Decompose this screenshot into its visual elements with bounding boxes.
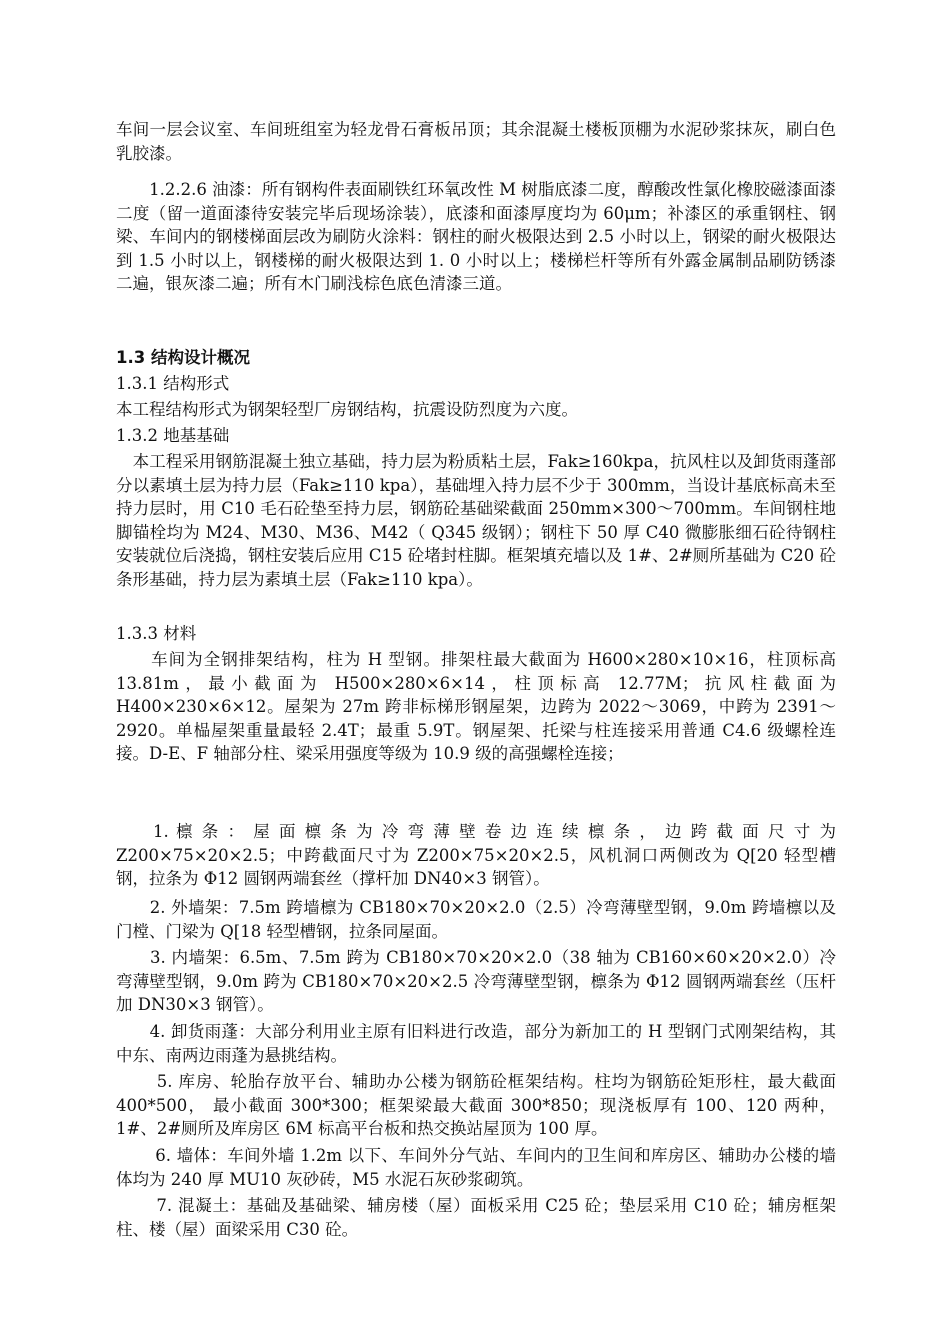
subheading-1-3-3: 1.3.3 材料 xyxy=(116,624,197,643)
section-heading-1-3: 1.3 结构设计概况 xyxy=(116,348,250,367)
list-item-purlins: 1. 檩 条 ： 屋 面 檩 条 为 冷 弯 薄 壁 卷 边 连 续 檩 条 ， 边 跨 截 面 尺 寸 为 Z200×75×20×2.5；中跨截面尺寸为 Z200×75×20×2.5，风机洞口两侧改为 Q[20 轻型槽钢，拉条为 Φ12 圆钢两端套丝（撑杆加 DN40×3 钢管）。 xyxy=(116,822,836,888)
paragraph-structure-form: 本工程结构形式为钢架轻型厂房钢结构，抗震设防烈度为六度。 xyxy=(116,400,578,419)
list-item-exterior-wall-frame: 2. 外墙架：7.5m 跨墙檩为 CB180×70×20×2.0（2.5）冷弯薄壁型钢，9.0m 跨墙檩以及门樘、门梁为 Q[18 轻型槽钢，拉条同屋面。 xyxy=(116,898,836,941)
paragraph-materials: 车间为全钢排架结构，柱为 H 型钢。排架柱最大截面为 H600×280×10×16，柱顶标高 13.81m，最小截面为 H500×280×6×14，柱顶标高 12.77M；抗风柱截面为 H400×230×6×12。屋架为 27m 跨非标梯形钢屋架，边跨为 2022～3069，中跨为 2391～2920。单榀屋架重量最轻 2.4T；最重 5.9T。钢屋架、托梁与柱连接采用普通 C4.6 级螺栓连接。D-E、F 轴部分柱、梁采用强度等级为 10.9 级的高强螺栓连接； xyxy=(116,650,836,763)
paragraph-ceiling: 车间一层会议室、车间班组室为轻龙骨石膏板吊顶；其余混凝土楼板顶棚为水泥砂浆抹灰，刷白色乳胶漆。 xyxy=(116,120,836,163)
list-item-concrete: 7. 混凝土：基础及基础梁、辅房楼（屋）面板采用 C25 砼；垫层采用 C10 砼；辅房框架柱、楼（屋）面梁采用 C30 砼。 xyxy=(116,1196,836,1239)
paragraph-paint: 1.2.2.6 油漆：所有钢构件表面刷铁红环氧改性 M 树脂底漆二度，醇酸改性氯化橡胶磁漆面漆二度（留一道面漆待安装完毕后现场涂装），底漆和面漆厚度均为 60μm；补漆区的承重钢柱、钢梁、车间内的钢楼梯面层改为刷防火涂料：钢柱的耐火极限达到 2.5 小时以上，钢梁的耐火极限达到 1.5 小时以上，钢楼梯的耐火极限达到 1. 0 小时以上；楼梯栏杆等所有外露金属制品刷防锈漆二遍，银灰漆二遍；所有木门刷浅棕色底色清漆三道。 xyxy=(116,180,836,293)
list-item-interior-wall-frame: 3. 内墙架：6.5m、7.5m 跨为 CB180×70×20×2.0（38 轴为 CB160×60×20×2.0）冷弯薄壁型钢，9.0m 跨为 CB180×70×20×2.5 冷弯薄壁型钢，檩条为 Φ12 圆钢两端套丝（压杆加 DN30×3 钢管）。 xyxy=(116,948,836,1014)
list-item-loading-canopy: 4. 卸货雨蓬：大部分利用业主原有旧料进行改造，部分为新加工的 H 型钢门式刚架结构，其中东、南两边雨蓬为悬挑结构。 xyxy=(116,1022,836,1065)
list-item-frame-structure: 5. 库房、轮胎存放平台、辅助办公楼为钢筋砼框架结构。柱均为钢筋砼矩形柱，最大截面 400*500， 最小截面 300*300；框架梁最大截面 300*850；现浇板厚有 100、120 两种，1#、2#厕所及库房区 6M 标高平台板和热交换站屋顶为 100 厚。 xyxy=(116,1072,836,1138)
list-item-walls: 6. 墙体：车间外墙 1.2m 以下、车间外分气站、车间内的卫生间和库房区、辅助办公楼的墙体均为 240 厚 MU10 灰砂砖，M5 水泥石灰砂浆砌筑。 xyxy=(116,1146,836,1189)
paragraph-foundation: 本工程采用钢筋混凝土独立基础，持力层为粉质粘土层，Fak≥160kpa，抗风柱以及卸货雨蓬部分以素填土层为持力层（Fak≥110 kpa），基础埋入持力层不少于 300mm，当设计基底标高未至持力层时，用 C10 毛石砼垫至持力层，钢筋砼基础梁截面 250mm×300～700mm。车间钢柱地脚锚栓均为 M24、M30、M36、M42（ Q345 级钢）；钢柱下 50 厚 C40 微膨胀细石砼待钢柱安装就位后浇捣，钢柱安装后应用 C15 砼堵封柱脚。框架填充墙以及 1#、2#厕所基础为 C20 砼条形基础，持力层为素填土层（Fak≥110 kpa）。 xyxy=(116,452,836,589)
subheading-1-3-1: 1.3.1 结构形式 xyxy=(116,374,230,393)
subheading-1-3-2: 1.3.2 地基基础 xyxy=(116,426,230,445)
